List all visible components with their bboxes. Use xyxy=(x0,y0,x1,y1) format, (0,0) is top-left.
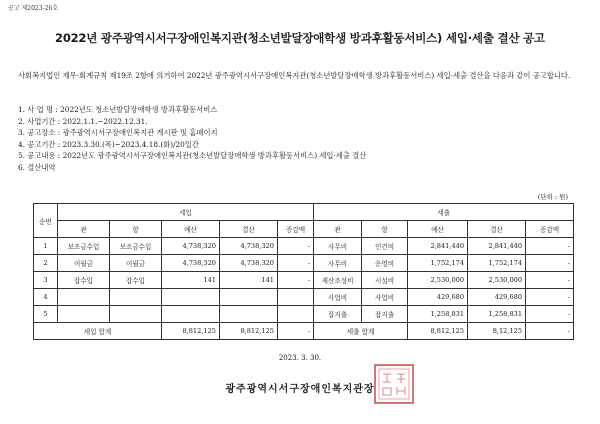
rev-budget: 4,738,320 xyxy=(162,255,220,272)
rev-hang: 보조금수입 xyxy=(110,238,162,255)
rev-budget xyxy=(162,289,220,306)
item-project-name: 1. 사 업 명 : 2022년도 청소년발달장애학생 방과후활동서비스 xyxy=(18,105,218,114)
exp-kwan: 사업비 xyxy=(314,289,362,306)
item-project-period: 2. 사업기간 : 2022.1.1.~2022.12.31. xyxy=(18,116,148,126)
notice-items xyxy=(18,104,366,173)
exp-kwan: 사무비 xyxy=(314,255,362,272)
exp-hang: 시설비 xyxy=(362,272,408,289)
rev-kwan: 잡수입 xyxy=(58,272,110,289)
exp-kwan: 잡지출 xyxy=(314,306,362,323)
exp-budget: 429,680 xyxy=(408,289,468,306)
rev-hang: 잡수입 xyxy=(110,272,162,289)
rev-budget xyxy=(162,306,220,323)
exp-budget: 1,752,174 xyxy=(408,255,468,272)
rev-settlement: 4,738,320 xyxy=(220,238,278,255)
exp-hang: 사업비 xyxy=(362,289,408,306)
item-settlement-details: 6. 결산내역 xyxy=(18,162,56,172)
rev-hang xyxy=(110,289,162,306)
table-header-row xyxy=(34,204,574,221)
exp-kwan-header: 관 xyxy=(314,221,362,238)
exp-settlement: 429,680 xyxy=(468,289,526,306)
notice-date: 2023. 3. 30. xyxy=(278,354,322,362)
rev-change: - xyxy=(278,272,314,289)
rev-change: - xyxy=(278,255,314,272)
exp-settlement: 2,530,000 xyxy=(468,272,526,289)
notice-number: 공고 제2023-26호 xyxy=(8,5,59,12)
exp-change: - xyxy=(526,272,574,289)
row-number: 4 xyxy=(34,289,58,306)
exp-hang: 잡지출 xyxy=(362,306,408,323)
exp-hang-header: 항 xyxy=(362,221,408,238)
revenue-total-budget: 8,812,125 xyxy=(162,323,220,340)
exp-settlement-header: 결산 xyxy=(468,221,526,238)
exp-budget-header: 예산 xyxy=(408,221,468,238)
table-subheader-row xyxy=(34,221,574,238)
rev-change-header: 증감액 xyxy=(278,221,314,238)
exp-change: - xyxy=(526,238,574,255)
intro-paragraph: 사회복지법인 재무·회계규칙 제19조 2항에 의거하여 2022년 광주광역시서구장애인복지관(청소년발달장애학생 방과후활동서비스) 세입·세출 결산을 다음과 같이 공고합니다. xyxy=(18,71,571,80)
exp-change-header: 증감액 xyxy=(526,221,574,238)
col-number-header: 순번 xyxy=(34,204,58,238)
row-number: 2 xyxy=(34,255,58,272)
revenue-total-label: 세입 합계 xyxy=(34,323,162,340)
rev-change xyxy=(278,306,314,323)
table-row xyxy=(34,238,574,255)
official-seal-icon xyxy=(373,363,415,405)
expense-total-change: - xyxy=(526,323,574,340)
item-notice-place: 3. 공고장소 : 광주광역시서구장애인복지관 게시판 및 홈페이지 xyxy=(18,128,218,137)
rev-budget-header: 예산 xyxy=(162,221,220,238)
exp-budget: 2,841,440 xyxy=(408,238,468,255)
table-row xyxy=(34,306,574,323)
page-title: 2022년 광주광역시서구장애인복지관(청소년발달장애학생 방과후활동서비스) 세입·세출 결산 공고 xyxy=(55,31,545,45)
rev-settlement: 4,738,320 xyxy=(220,255,278,272)
table-total-row xyxy=(34,323,574,340)
rev-hang-header: 항 xyxy=(110,221,162,238)
exp-settlement: 1,752,174 xyxy=(468,255,526,272)
rev-settlement xyxy=(220,306,278,323)
exp-change: - xyxy=(526,255,574,272)
row-number: 1 xyxy=(34,238,58,255)
rev-budget: 4,738,320 xyxy=(162,238,220,255)
exp-settlement: 1,258,831 xyxy=(468,306,526,323)
exp-hang: 인건비 xyxy=(362,238,408,255)
rev-kwan: 보조금수입 xyxy=(58,238,110,255)
item-notice-content: 5. 공고내용 : 2022년도 광주광역시서구장애인복지관(청소년발달장애학생 방과후활동서비스) 세입·세출 결산 xyxy=(18,151,367,160)
row-number: 5 xyxy=(34,306,58,323)
revenue-total-change: - xyxy=(278,323,314,340)
settlement-table xyxy=(33,203,574,340)
expense-total-label: 세출 합계 xyxy=(314,323,408,340)
table-row xyxy=(34,289,574,306)
rev-hang: 이월금 xyxy=(110,255,162,272)
rev-settlement-header: 결산 xyxy=(220,221,278,238)
rev-hang xyxy=(110,306,162,323)
exp-change: - xyxy=(526,306,574,323)
rev-budget: 141 xyxy=(162,272,220,289)
rev-change: - xyxy=(278,238,314,255)
exp-budget: 2,530,000 xyxy=(408,272,468,289)
issuer-name: 광주광역시서구장애인복지관장 xyxy=(225,384,375,395)
rev-settlement xyxy=(220,289,278,306)
exp-hang: 운영비 xyxy=(362,255,408,272)
rev-settlement: 141 xyxy=(220,272,278,289)
table-row xyxy=(34,255,574,272)
rev-kwan xyxy=(58,306,110,323)
exp-settlement: 2,841,440 xyxy=(468,238,526,255)
item-notice-period: 4. 공고기간 : 2023.3.30.(목)~2023.4.18.(화)/20일간 xyxy=(18,139,199,149)
rev-kwan xyxy=(58,289,110,306)
revenue-header: 세입 xyxy=(58,204,314,221)
revenue-total-settlement: 8,812,125 xyxy=(220,323,278,340)
exp-change: - xyxy=(526,289,574,306)
expense-total-settlement: 8,12,125 xyxy=(468,323,526,340)
rev-kwan-header: 관 xyxy=(58,221,110,238)
exp-budget: 1,258,831 xyxy=(408,306,468,323)
expense-header: 세출 xyxy=(314,204,574,221)
table-row xyxy=(34,272,574,289)
expense-total-budget: 8,812,125 xyxy=(408,323,468,340)
row-number: 3 xyxy=(34,272,58,289)
unit-label: (단위 : 원) xyxy=(537,193,568,201)
rev-change xyxy=(278,289,314,306)
rev-kwan: 이월금 xyxy=(58,255,110,272)
exp-kwan: 사무비 xyxy=(314,238,362,255)
exp-kwan: 재산조성비 xyxy=(314,272,362,289)
